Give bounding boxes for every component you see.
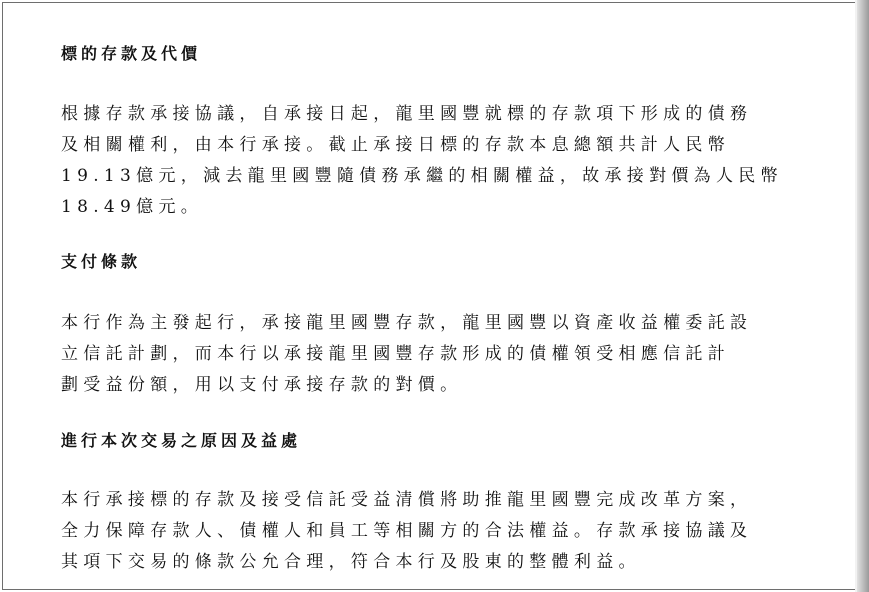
- paragraph-line: 劃受益份額，用以支付承接存款的對價。: [61, 375, 463, 395]
- paragraph-line: 立信託計劃，而本行以承接龍里國豐存款形成的債權領受相應信託計: [61, 344, 730, 364]
- paragraph-line: 及相關權利，由本行承接。截止承接日標的存款本息總額共計人民幣: [61, 135, 730, 155]
- paragraph-line: 其項下交易的條款公允合理，符合本行及股東的整體利益。: [61, 552, 641, 572]
- paragraph-line: 19.13億元，減去龍里國豐隨債務承繼的相關權益，故承接對價為人民幣: [61, 166, 783, 186]
- heading-deposit-consideration: 標的存款及代價: [61, 44, 202, 63]
- paragraph-payment-terms: [61, 308, 752, 401]
- paragraph-reasons-benefits: [61, 485, 752, 578]
- paragraph-line: 本行承接標的存款及接受信託受益清償將助推龍里國豐完成改革方案，: [61, 490, 753, 510]
- paragraph-line: 本行作為主發起行，承接龍里國豐存款，龍里國豐以資產收益權委託設: [61, 313, 753, 333]
- paragraph-line: 全力保障存款人、債權人和員工等相關方的合法權益。存款承接協議及: [61, 521, 753, 541]
- heading-payment-terms: 支付條款: [61, 252, 142, 271]
- document-viewport: [2, 2, 856, 590]
- heading-reasons-benefits: 進行本次交易之原因及益處: [61, 431, 302, 450]
- paragraph-deposit-consideration: [61, 99, 783, 223]
- vertical-scrollbar[interactable]: [857, 0, 869, 592]
- paragraph-line: 18.49億元。: [61, 197, 204, 217]
- paragraph-line: 根據存款承接協議，自承接日起，龍里國豐就標的存款項下形成的債務: [61, 104, 753, 124]
